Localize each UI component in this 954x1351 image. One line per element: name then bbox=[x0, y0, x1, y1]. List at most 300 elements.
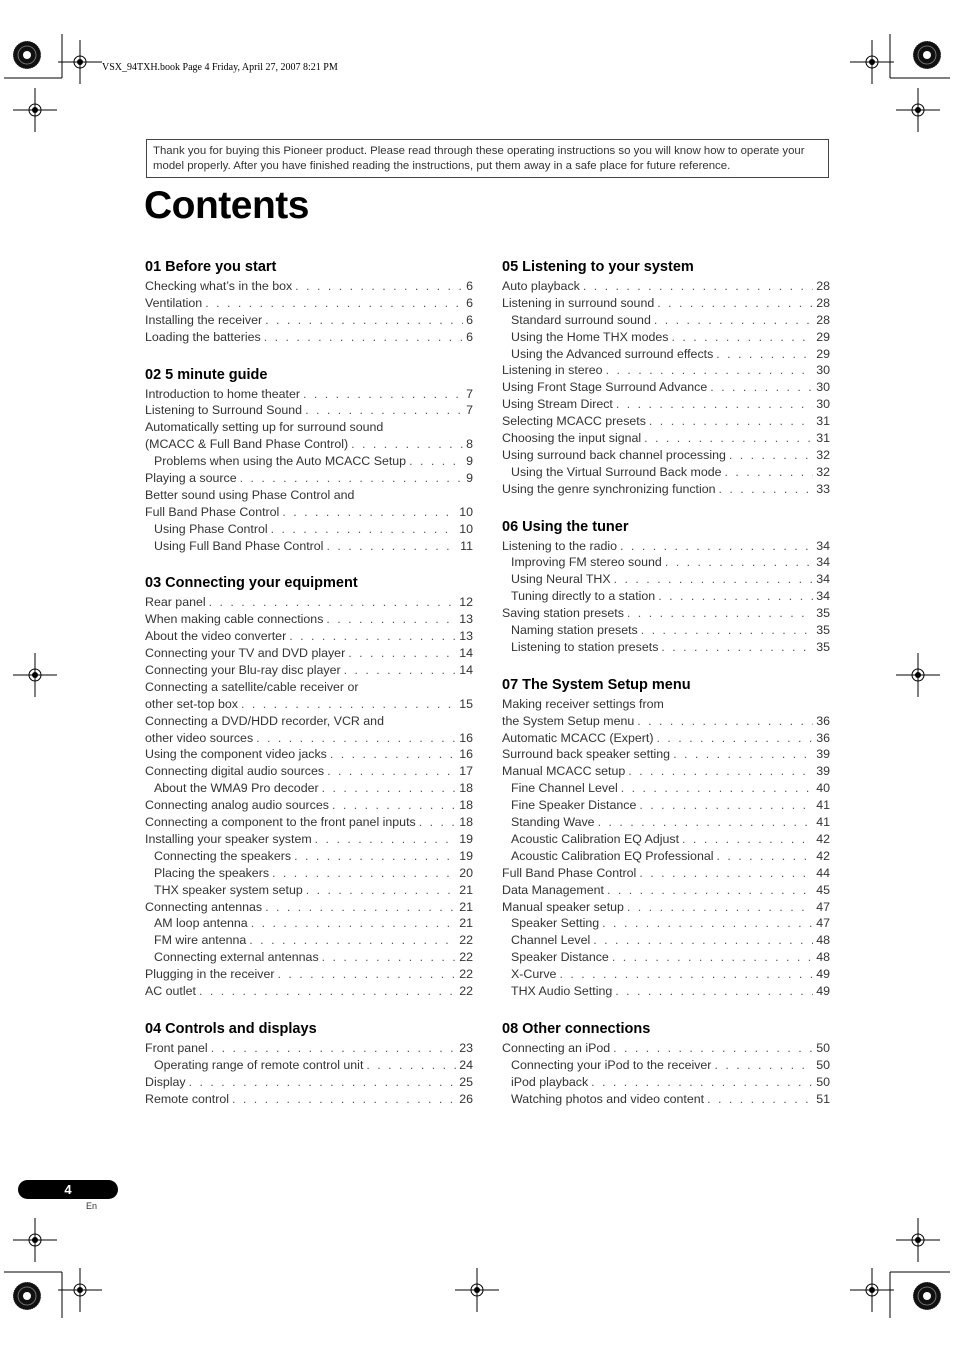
toc-entry-title: Using Phase Control bbox=[154, 521, 268, 536]
dot-leader bbox=[714, 1057, 813, 1074]
toc-entry[interactable] bbox=[145, 453, 473, 470]
toc-entry-page: 35 bbox=[816, 623, 830, 638]
toc-entry-title: Ventilation bbox=[145, 295, 203, 310]
toc-entry-page: 11 bbox=[460, 538, 473, 553]
toc-entry[interactable] bbox=[502, 379, 830, 396]
toc-entry-title: Standard surround sound bbox=[511, 312, 651, 327]
dot-leader bbox=[330, 746, 456, 763]
dot-leader bbox=[616, 396, 813, 413]
toc-entry-page: 24 bbox=[459, 1057, 473, 1072]
dot-leader bbox=[240, 470, 463, 487]
toc-entry-page: 34 bbox=[816, 589, 830, 604]
dot-leader bbox=[620, 538, 813, 555]
toc-entry-title: Full Band Phase Control bbox=[145, 504, 280, 519]
dot-leader bbox=[366, 1057, 456, 1074]
toc-entry-title: Remote control bbox=[145, 1091, 230, 1106]
toc-entry[interactable] bbox=[502, 814, 830, 831]
toc-entry-page: 51 bbox=[816, 1091, 830, 1106]
toc-entry-page: 42 bbox=[816, 848, 830, 863]
toc-entry[interactable] bbox=[145, 521, 473, 538]
toc-entry-page: 35 bbox=[816, 639, 830, 654]
toc-entry-title: Fine Speaker Distance bbox=[511, 798, 637, 813]
toc-entry-title: Rear panel bbox=[145, 595, 206, 610]
dot-leader bbox=[265, 899, 456, 916]
page-number-tab: 4 bbox=[18, 1180, 118, 1199]
toc-entry-title: Playing a source bbox=[145, 471, 237, 486]
toc-entry-page: 50 bbox=[816, 1074, 830, 1089]
toc-entry[interactable] bbox=[502, 312, 830, 329]
toc-entry-page: 44 bbox=[816, 865, 830, 880]
toc-entry-page: 49 bbox=[816, 967, 830, 982]
toc-entry[interactable] bbox=[502, 430, 830, 447]
toc-entry-page: 23 bbox=[459, 1040, 473, 1055]
toc-entry-page: 14 bbox=[459, 663, 473, 678]
file-info-header: VSX_94TXH.book Page 4 Friday, April 27, 2007 8:21 PM bbox=[102, 62, 338, 73]
dot-leader bbox=[282, 504, 456, 521]
toc-entry[interactable] bbox=[145, 386, 473, 403]
dot-leader bbox=[348, 645, 456, 662]
dot-leader bbox=[673, 746, 813, 763]
toc-entry-title: Auto playback bbox=[502, 279, 580, 293]
dot-leader bbox=[716, 346, 813, 363]
toc-entry-title: Using Full Band Phase Control bbox=[154, 538, 324, 553]
dot-leader bbox=[639, 865, 813, 882]
toc-entry-title: Acoustic Calibration EQ Professional bbox=[511, 848, 714, 863]
dot-leader bbox=[332, 797, 456, 814]
toc-entry-title: Watching photos and video content bbox=[511, 1091, 705, 1106]
toc-entry-title: Acoustic Calibration EQ Adjust bbox=[511, 831, 680, 846]
toc-entry-page: 30 bbox=[816, 397, 830, 412]
toc-entry-title: Using the component video jacks bbox=[145, 747, 327, 762]
toc-entry[interactable] bbox=[502, 554, 830, 571]
dot-leader bbox=[682, 831, 813, 848]
toc-entry-title: Fine Channel Level bbox=[511, 781, 618, 796]
dot-leader bbox=[656, 730, 813, 747]
toc-entry-title: Using surround back channel processing bbox=[502, 447, 726, 462]
dot-leader bbox=[272, 865, 456, 882]
dot-leader bbox=[294, 848, 456, 865]
toc-entry-page: 39 bbox=[816, 747, 830, 762]
toc-entry[interactable] bbox=[502, 780, 830, 797]
dot-leader bbox=[621, 780, 813, 797]
toc-entry-title: Using Neural THX bbox=[511, 572, 611, 587]
toc-entry-title: THX speaker system setup bbox=[154, 882, 303, 897]
toc-entry-page: 21 bbox=[459, 916, 473, 931]
dot-leader bbox=[232, 1091, 456, 1108]
toc-entry-title: Operating range of remote control unit bbox=[154, 1057, 364, 1072]
dot-leader bbox=[602, 915, 813, 932]
toc-entry-page: 6 bbox=[466, 295, 473, 310]
toc-entry-title: Connecting antennas bbox=[145, 899, 263, 914]
toc-entry-page: 50 bbox=[816, 1040, 830, 1055]
toc-entry-title: AC outlet bbox=[145, 983, 196, 998]
toc-entry[interactable] bbox=[502, 295, 830, 312]
dot-leader bbox=[641, 622, 813, 639]
toc-entry-page: 49 bbox=[816, 983, 830, 998]
toc-entry-title: Using the Home THX modes bbox=[511, 329, 669, 344]
dot-leader bbox=[256, 730, 456, 747]
dot-leader bbox=[344, 662, 457, 679]
toc-entry[interactable] bbox=[502, 346, 830, 363]
toc-entry-page: 34 bbox=[816, 538, 830, 553]
toc-entry[interactable] bbox=[145, 662, 473, 679]
dot-leader bbox=[419, 814, 456, 831]
toc-entry-title: Introduction to home theater bbox=[145, 386, 300, 401]
toc-entry[interactable] bbox=[502, 848, 830, 865]
toc-entry[interactable] bbox=[145, 1074, 473, 1091]
toc-entry[interactable] bbox=[502, 797, 830, 814]
toc-entry-title: Connecting digital audio sources bbox=[145, 764, 325, 779]
dot-leader bbox=[719, 481, 814, 498]
dot-leader bbox=[327, 763, 456, 780]
toc-entry-title: Connecting your Blu-ray disc player bbox=[145, 663, 341, 678]
page-title: Contents bbox=[144, 184, 309, 227]
toc-entry[interactable] bbox=[502, 1040, 830, 1057]
toc-entry-page: 47 bbox=[816, 916, 830, 931]
toc-entry-title: Making receiver settings from bbox=[502, 696, 664, 711]
dot-leader bbox=[305, 402, 463, 419]
toc-entry-title: Surround back speaker setting bbox=[502, 747, 671, 762]
intro-notice: Thank you for buying this Pioneer product. Please read through these operating instructions so you will know how to operate your model properly. After you have finished reading the instructions, put them away in a safe place for future reference. bbox=[146, 139, 829, 178]
toc-entry-title: Saving station presets bbox=[502, 606, 624, 621]
toc-entry-page: 28 bbox=[816, 295, 830, 310]
toc-entry-title: Using Front Stage Surround Advance bbox=[502, 380, 708, 395]
toc-entry-page: 29 bbox=[816, 329, 830, 344]
toc-entry[interactable] bbox=[145, 966, 473, 983]
dot-leader bbox=[639, 797, 813, 814]
toc-entry-page: 22 bbox=[459, 933, 473, 948]
toc-entry-title: Using Stream Direct bbox=[502, 397, 613, 412]
dot-leader bbox=[615, 983, 813, 1000]
toc-entry[interactable] bbox=[145, 915, 473, 932]
toc-entry[interactable] bbox=[145, 470, 473, 487]
dot-leader bbox=[306, 882, 456, 899]
toc-entry[interactable] bbox=[145, 295, 473, 312]
toc-entry-page: 30 bbox=[816, 363, 830, 378]
toc-entry-title: other video sources bbox=[145, 730, 254, 745]
toc-entry-title: other set-top box bbox=[145, 696, 238, 711]
toc-entry-title: Naming station presets bbox=[511, 623, 638, 638]
toc-entry-page: 18 bbox=[459, 781, 473, 796]
toc-entry-title: About the video converter bbox=[145, 629, 287, 644]
dot-leader bbox=[264, 329, 463, 346]
dot-leader bbox=[729, 447, 813, 464]
toc-entry[interactable] bbox=[145, 679, 473, 696]
toc-entry[interactable] bbox=[145, 848, 473, 865]
toc-entry-page: 19 bbox=[459, 831, 473, 846]
toc-entry-title: Choosing the input signal bbox=[502, 431, 642, 446]
toc-entry[interactable] bbox=[502, 1074, 830, 1091]
toc-entry-title: Speaker Setting bbox=[511, 916, 600, 931]
toc-entry[interactable] bbox=[145, 278, 473, 295]
toc-entry[interactable] bbox=[145, 713, 473, 730]
toc-entry[interactable] bbox=[145, 865, 473, 882]
toc-entry[interactable] bbox=[145, 696, 473, 713]
toc-entry-title: Connecting analog audio sources bbox=[145, 798, 329, 813]
toc-entry-page: 22 bbox=[459, 983, 473, 998]
toc-entry[interactable] bbox=[502, 763, 830, 780]
toc-entry[interactable] bbox=[145, 645, 473, 662]
dot-leader bbox=[661, 639, 813, 656]
toc-entry-title: Placing the speakers bbox=[154, 865, 270, 880]
toc-entry-title: Tuning directly to a station bbox=[511, 589, 656, 604]
toc-entry-title: Automatic MCACC (Expert) bbox=[502, 730, 654, 745]
dot-leader bbox=[583, 278, 813, 295]
toc-entry-page: 29 bbox=[816, 346, 830, 361]
toc-entry[interactable] bbox=[145, 628, 473, 645]
toc-entry[interactable] bbox=[145, 831, 473, 848]
toc-entry[interactable] bbox=[145, 983, 473, 1000]
toc-entry-page: 10 bbox=[459, 521, 473, 536]
toc-entry[interactable] bbox=[145, 504, 473, 521]
toc-section bbox=[145, 1020, 473, 1108]
toc-entry-page: 18 bbox=[459, 815, 473, 830]
toc-entry[interactable] bbox=[145, 329, 473, 346]
toc-entry[interactable] bbox=[145, 932, 473, 949]
toc-entry-page: 34 bbox=[816, 555, 830, 570]
toc-entry-title: Listening in stereo bbox=[502, 363, 603, 378]
toc-entry-page: 28 bbox=[816, 279, 830, 293]
dot-leader bbox=[665, 554, 813, 571]
toc-entry[interactable] bbox=[502, 865, 830, 882]
toc-entry-title: Connecting a component to the front panel inputs bbox=[145, 815, 416, 830]
toc-entry[interactable] bbox=[502, 696, 830, 713]
dot-leader bbox=[598, 814, 814, 831]
toc-entry-page: 6 bbox=[466, 329, 473, 344]
toc-entry-page: 22 bbox=[459, 967, 473, 982]
toc-entry[interactable] bbox=[502, 831, 830, 848]
dot-leader bbox=[315, 831, 457, 848]
toc-entry[interactable] bbox=[502, 639, 830, 656]
toc-entry[interactable] bbox=[502, 538, 830, 555]
toc-entry[interactable] bbox=[502, 622, 830, 639]
dot-leader bbox=[303, 386, 463, 403]
dot-leader bbox=[271, 521, 457, 538]
toc-entry-page: 6 bbox=[466, 312, 473, 327]
toc-entry-page: 32 bbox=[816, 464, 830, 479]
toc-entry-title: iPod playback bbox=[511, 1074, 589, 1089]
toc-entry[interactable] bbox=[145, 419, 473, 436]
section-heading: 02 5 minute guide bbox=[145, 366, 268, 383]
toc-entry-title: Manual speaker setup bbox=[502, 899, 624, 914]
toc-entry[interactable] bbox=[502, 983, 830, 1000]
dot-leader bbox=[657, 295, 813, 312]
toc-entry[interactable] bbox=[145, 538, 473, 555]
toc-entry[interactable] bbox=[502, 605, 830, 622]
toc-entry-title: the System Setup menu bbox=[502, 713, 635, 728]
toc-entry-page: 45 bbox=[816, 882, 830, 897]
toc-entry[interactable] bbox=[502, 966, 830, 983]
toc-entry-page: 48 bbox=[816, 933, 830, 948]
toc-entry[interactable] bbox=[502, 464, 830, 481]
toc-entry[interactable] bbox=[502, 588, 830, 605]
dot-leader bbox=[326, 611, 456, 628]
dot-leader bbox=[707, 1091, 813, 1108]
dot-leader bbox=[278, 966, 457, 983]
toc-entry-title: Connecting the speakers bbox=[154, 848, 292, 863]
toc-entry-page: 47 bbox=[816, 899, 830, 914]
toc-entry-page: 31 bbox=[816, 431, 830, 446]
toc-entry-page: 30 bbox=[816, 380, 830, 395]
toc-entry-title: Better sound using Phase Control and bbox=[145, 487, 355, 502]
toc-section bbox=[502, 1020, 830, 1108]
toc-entry[interactable] bbox=[502, 882, 830, 899]
toc-entry-page: 36 bbox=[816, 713, 830, 728]
toc-entry-page: 15 bbox=[459, 696, 473, 711]
toc-entry-title: Listening to station presets bbox=[511, 639, 659, 654]
toc-entry-title: Installing your speaker system bbox=[145, 831, 312, 846]
toc-section bbox=[502, 518, 830, 656]
toc-entry[interactable] bbox=[502, 413, 830, 430]
toc-entry[interactable] bbox=[145, 402, 473, 419]
toc-entry-page: 35 bbox=[816, 606, 830, 621]
dot-leader bbox=[189, 1074, 457, 1091]
toc-entry-page: 12 bbox=[459, 595, 473, 610]
toc-section bbox=[145, 574, 473, 999]
toc-entry-title: Selecting MCACC presets bbox=[502, 414, 646, 429]
toc-entry[interactable] bbox=[145, 594, 473, 611]
toc-entry[interactable] bbox=[502, 571, 830, 588]
dot-leader bbox=[654, 312, 813, 329]
toc-entry-title: Problems when using the Auto MCACC Setup bbox=[154, 454, 407, 469]
toc-entry[interactable] bbox=[502, 713, 830, 730]
toc-entry-title: When making cable connections bbox=[145, 612, 324, 627]
toc-entry-title: Using the Advanced surround effects bbox=[511, 346, 714, 361]
dot-leader bbox=[627, 899, 813, 916]
toc-entry[interactable] bbox=[145, 436, 473, 453]
toc-entry-title: Channel Level bbox=[511, 933, 591, 948]
toc-entry[interactable] bbox=[502, 730, 830, 747]
toc-entry-title: Connecting your iPod to the receiver bbox=[511, 1057, 712, 1072]
toc-entry[interactable] bbox=[502, 1057, 830, 1074]
dot-leader bbox=[409, 453, 463, 470]
toc-entry[interactable] bbox=[502, 899, 830, 916]
toc-entry[interactable] bbox=[502, 329, 830, 346]
toc-entry[interactable] bbox=[145, 1040, 473, 1057]
toc-entry[interactable] bbox=[145, 611, 473, 628]
toc-entry-title: Speaker Distance bbox=[511, 950, 609, 965]
toc-entry-page: 50 bbox=[816, 1057, 830, 1072]
toc-entry-page: 9 bbox=[466, 454, 473, 469]
toc-entry-page: 8 bbox=[466, 437, 473, 452]
toc-entry-title: Connecting an iPod bbox=[502, 1040, 611, 1055]
toc-entry-page: 33 bbox=[816, 481, 830, 496]
toc-entry-page: 31 bbox=[816, 414, 830, 429]
dot-leader bbox=[295, 278, 463, 295]
toc-entry[interactable] bbox=[502, 932, 830, 949]
toc-entry[interactable] bbox=[502, 447, 830, 464]
toc-entry-title: Listening to the radio bbox=[502, 538, 618, 553]
toc-entry-page: 16 bbox=[459, 747, 473, 762]
toc-entry-page: 6 bbox=[466, 279, 473, 293]
toc-entry[interactable] bbox=[502, 481, 830, 498]
toc-entry[interactable] bbox=[502, 1091, 830, 1108]
toc-right-column bbox=[502, 258, 830, 1127]
toc-entry[interactable] bbox=[145, 814, 473, 831]
toc-entry[interactable] bbox=[145, 899, 473, 916]
section-heading: 01 Before you start bbox=[145, 259, 277, 275]
section-heading: 07 The System Setup menu bbox=[502, 676, 691, 693]
section-heading: 08 Other connections bbox=[502, 1020, 651, 1037]
toc-entry-title: Connecting a satellite/cable receiver or bbox=[145, 679, 359, 694]
dot-leader bbox=[644, 430, 813, 447]
toc-entry[interactable] bbox=[145, 487, 473, 504]
toc-entry-title: Full Band Phase Control bbox=[502, 865, 637, 880]
toc-entry-title: Connecting external antennas bbox=[154, 950, 319, 965]
toc-entry[interactable] bbox=[502, 746, 830, 763]
toc-entry[interactable] bbox=[145, 746, 473, 763]
toc-entry-page: 39 bbox=[816, 764, 830, 779]
dot-leader bbox=[211, 1040, 457, 1057]
toc-entry[interactable] bbox=[502, 278, 830, 295]
dot-leader bbox=[209, 594, 457, 611]
toc-entry[interactable] bbox=[145, 797, 473, 814]
dot-leader bbox=[658, 588, 813, 605]
toc-entry[interactable] bbox=[502, 362, 830, 379]
toc-entry-title: Data Management bbox=[502, 882, 604, 897]
toc-entry[interactable] bbox=[145, 780, 473, 797]
toc-entry-title: Using the Virtual Surround Back mode bbox=[511, 464, 722, 479]
toc-entry-title: Improving FM stereo sound bbox=[511, 555, 662, 570]
dot-leader bbox=[322, 949, 457, 966]
toc-entry-title: FM wire antenna bbox=[154, 933, 247, 948]
toc-entry-title: Connecting a DVD/HDD recorder, VCR and bbox=[145, 713, 384, 728]
dot-leader bbox=[265, 312, 463, 329]
dot-leader bbox=[612, 949, 813, 966]
toc-entry-title: Standing Wave bbox=[511, 815, 595, 830]
toc-entry-title: (MCACC & Full Band Phase Control) bbox=[145, 437, 349, 452]
dot-leader bbox=[614, 571, 814, 588]
dot-leader bbox=[241, 696, 456, 713]
toc-entry[interactable] bbox=[502, 396, 830, 413]
toc-entry-title: Front panel bbox=[145, 1040, 208, 1055]
toc-entry[interactable] bbox=[145, 730, 473, 747]
toc-entry-title: Display bbox=[145, 1074, 186, 1089]
toc-entry-page: 13 bbox=[459, 612, 473, 627]
toc-entry-title: Plugging in the receiver bbox=[145, 967, 275, 982]
toc-left-column bbox=[145, 258, 473, 1127]
toc-entry[interactable] bbox=[145, 763, 473, 780]
dot-leader bbox=[716, 848, 813, 865]
dot-leader bbox=[627, 605, 813, 622]
toc-entry-page: 17 bbox=[459, 764, 473, 779]
toc-entry[interactable] bbox=[145, 882, 473, 899]
dot-leader bbox=[649, 413, 813, 430]
dot-leader bbox=[725, 464, 814, 481]
dot-leader bbox=[591, 1074, 813, 1091]
toc-entry-title: Checking what’s in the box bbox=[145, 279, 293, 293]
toc-entry[interactable] bbox=[502, 949, 830, 966]
toc-entry-page: 18 bbox=[459, 798, 473, 813]
dot-leader bbox=[613, 1040, 813, 1057]
toc-entry-page: 25 bbox=[459, 1074, 473, 1089]
toc-entry-page: 20 bbox=[459, 865, 473, 880]
dot-leader bbox=[637, 713, 813, 730]
language-label: En bbox=[86, 1201, 98, 1211]
toc-entry[interactable] bbox=[502, 915, 830, 932]
toc-entry-title: AM loop antenna bbox=[154, 916, 248, 931]
toc-entry[interactable] bbox=[145, 1091, 473, 1108]
dot-leader bbox=[559, 966, 813, 983]
dot-leader bbox=[199, 983, 456, 1000]
toc-entry[interactable] bbox=[145, 949, 473, 966]
toc-entry[interactable] bbox=[145, 1057, 473, 1074]
toc-entry[interactable] bbox=[145, 312, 473, 329]
dot-leader bbox=[322, 780, 457, 797]
toc-entry-page: 42 bbox=[816, 831, 830, 846]
toc-entry-page: 7 bbox=[466, 386, 473, 401]
toc-entry-page: 41 bbox=[816, 798, 830, 813]
